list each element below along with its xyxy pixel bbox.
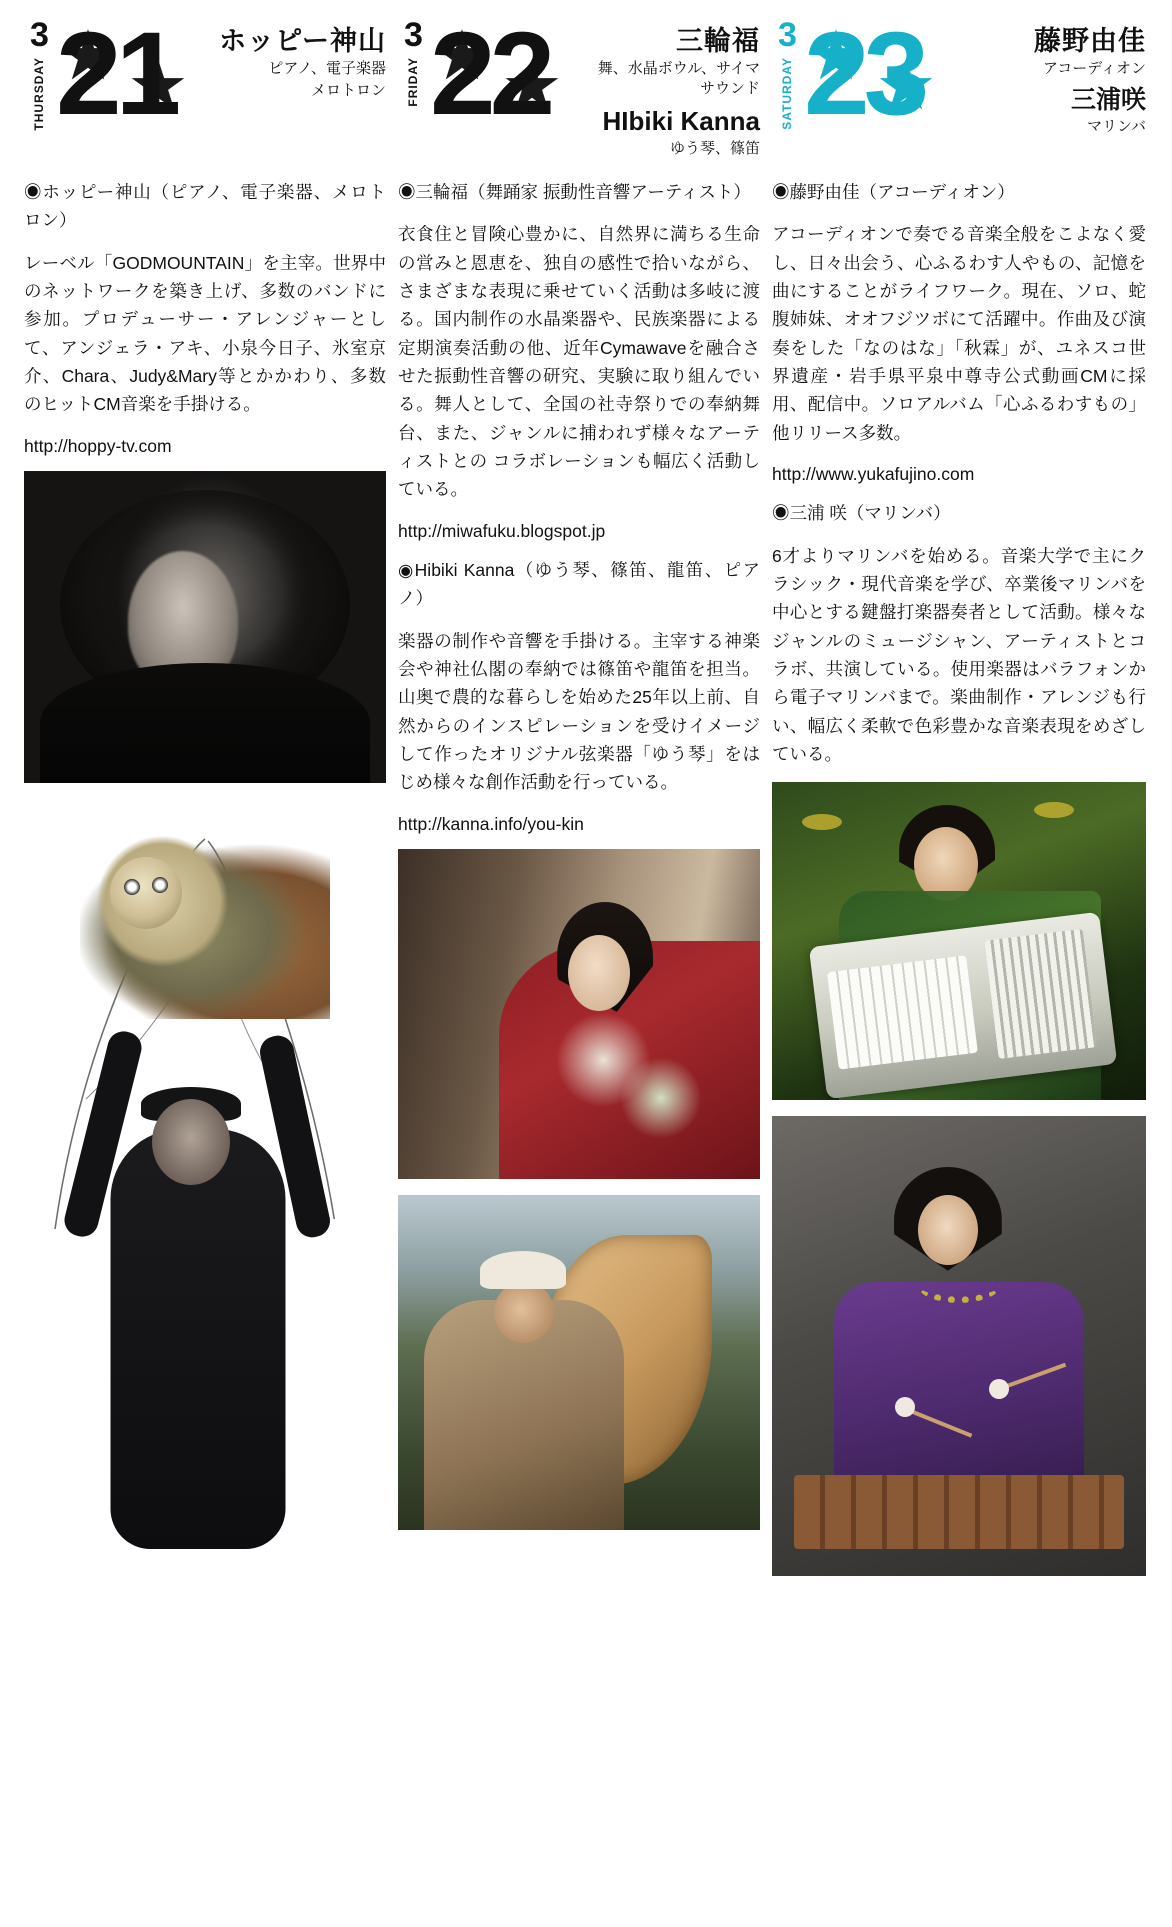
artist-bio-text-2: 楽器の制作や音響を手掛ける。主宰する神楽会や神社仏閣の奉納では篠笛や龍笛を担当。山奥で農的な暮らしを始めた25年以上前、自然からのインスピレーションを受けイメージして作ったオリジナル弦楽器「ゆう琴」をはじめ様々な創作活動を行っている。	[398, 630, 760, 793]
month-dow-group	[772, 16, 802, 130]
bio-heading-text: 三輪福（舞踊家 振動性音響アーティスト）	[415, 182, 751, 202]
artist-name-secondary: 三浦咲	[1070, 86, 1146, 115]
artist-instruments-line2: メロトロン	[310, 82, 386, 100]
artist-secondary-instruments: マリンバ	[1087, 118, 1146, 136]
artist-header	[206, 20, 386, 102]
artist-instruments-line1: 舞、水晶ボウル、サイマサウンド	[597, 60, 760, 98]
artist-name: ホッピー神山	[219, 26, 386, 56]
artist-url-2[interactable]: http://kanna.info/you-kin	[398, 813, 584, 834]
photo-miura-marimba	[772, 1116, 1146, 1576]
artist-bio-text: 衣食住と冒険心豊かに、自然界に満ちる生命の営みと恩恵を、独自の感性で拾いながら、さまざまな表現に乗せていく活動は多岐に渡る。国内制作の水晶楽器や、民族楽器による定期演奏活動の他、近年Cymawaveを融合させた振動性音響の研究、実験に取り組んでいる。舞人として、全国の社寺祭りでの奉納舞台、また、ジャンルに捕われず様々なアーティストとの コラボレーションも幅広く活動している。	[398, 224, 760, 500]
date-header-friday	[398, 0, 760, 160]
photo-detail	[826, 956, 977, 1070]
month-number: 3	[404, 16, 422, 54]
bullet-icon: ◉	[398, 560, 415, 581]
photo-detail	[914, 827, 978, 901]
column-thursday	[24, 0, 398, 1592]
photo-miwafuku-dancer	[398, 849, 760, 1179]
artist-url[interactable]: http://miwafuku.blogspot.jp	[398, 520, 606, 541]
photo-detail	[568, 935, 630, 1011]
day-of-week: SATURDAY	[780, 56, 794, 130]
photo-detail	[989, 1379, 1009, 1399]
artist-bio-heading-2	[398, 556, 760, 613]
month-number: 3	[30, 16, 48, 54]
photo-detail	[834, 1282, 1084, 1497]
artist-instruments-line1: アコーディオン	[1042, 60, 1146, 78]
photo-detail	[124, 879, 140, 895]
artist-bio-text: レーベル「GODMOUNTAIN」を主宰。世界中のネットワークを築き上げ、多数のバンドに参加。プロデューサー・アレンジャーとして、アンジェラ・アキ、小泉今日子、氷室京介、Chara、Judy&Mary等とかかわり、多数のヒットCM音楽を手掛ける。	[24, 252, 386, 415]
bio-heading-text: 三浦 咲（マリンバ）	[789, 503, 951, 524]
bio-heading-text: 藤野由佳（アコーディオン）	[789, 182, 1015, 202]
bio-heading-text: Hibiki Kanna（ゆう琴、篠笛、龍笛、ピアノ）	[398, 560, 760, 609]
month-dow-group	[398, 16, 428, 107]
photo-detail	[40, 663, 370, 783]
month-number: 3	[778, 16, 796, 54]
bio-heading-text: ホッピー神山（ピアノ、電子楽器、メロトロン）	[24, 182, 387, 231]
day-of-week: FRIDAY	[406, 56, 420, 107]
photo-kanna-yukin	[398, 1195, 760, 1530]
photo-detail	[794, 1475, 1123, 1549]
photo-detail	[110, 857, 182, 929]
artist-bio-heading	[398, 178, 760, 206]
photo-detail	[152, 1099, 230, 1185]
date-header-saturday	[772, 0, 1146, 160]
column-saturday	[772, 0, 1146, 1592]
bullet-icon: ◉	[24, 182, 43, 202]
photo-detail	[152, 877, 168, 893]
artist-url[interactable]: http://www.yukafujino.com	[772, 464, 975, 485]
day-number: 22	[430, 8, 550, 140]
photo-detail	[494, 1281, 554, 1343]
artist-bio-text: アコーディオンで奏でる音楽全般をこよなく愛し、日々出会う、心ふるわす人やもの、記憶を曲にすることがライフワーク。現在、ソロ、蛇腹姉妹、オオフジツボにて活躍中。作曲及び演奏をした「なのはな」「秋霖」が、ユネスコ世界遺産・岩手県平泉中尊寺公式動画CMに採用、配信中。ソロアルバム「心ふるわすもの」他リリース多数。	[772, 224, 1146, 443]
artist-instruments-line1: ピアノ、電子楽器	[268, 60, 386, 78]
artist-name: 三輪福	[676, 26, 760, 56]
date-block	[24, 8, 206, 140]
artist-secondary-instruments: ゆう琴、篠笛	[669, 139, 760, 157]
bullet-icon: ◉	[772, 503, 790, 524]
artist-bio-heading	[772, 178, 1146, 206]
date-block	[398, 8, 580, 140]
photo-detail	[110, 1129, 285, 1549]
photo-detail	[918, 1195, 978, 1265]
month-dow-group	[24, 16, 54, 131]
day-number: 23	[804, 8, 924, 140]
artist-header	[954, 20, 1146, 138]
photo-detail	[480, 1251, 566, 1289]
date-block	[772, 8, 954, 140]
artist-bio-heading	[24, 178, 386, 235]
photo-hoppy-portrait	[24, 471, 386, 783]
artist-name-secondary: HIbiki Kanna	[602, 105, 760, 136]
artist-name: 藤野由佳	[1034, 26, 1146, 56]
date-header-thursday	[24, 0, 386, 160]
photo-detail	[918, 1268, 1000, 1303]
column-friday	[398, 0, 772, 1592]
artist-header	[580, 20, 760, 159]
day-of-week: THURSDAY	[32, 56, 46, 131]
photo-fujino-accordion	[772, 782, 1146, 1100]
photo-puppet-performer	[24, 799, 386, 1559]
artist-bio-text-2: 6才よりマリンバを始める。音楽大学で主にクラシック・現代音楽を学び、卒業後マリンバを中心とする鍵盤打楽器奏者として活動。様々なジャンルのミュージシャン、アーティストとコラボ、共演している。使用楽器はバラフォンから電子マリンバまで。楽曲制作・アレンジも行い、幅広く柔軟で色彩豊かな音楽表現をめざしている。	[772, 545, 1146, 765]
bullet-icon: ◉	[398, 182, 416, 202]
photo-detail	[984, 929, 1097, 1059]
bullet-icon: ◉	[772, 182, 790, 202]
artist-bio-heading-2	[772, 499, 1146, 527]
artist-url[interactable]: http://hoppy-tv.com	[24, 435, 172, 456]
photo-detail	[80, 829, 330, 1019]
day-number-wrap	[56, 8, 206, 140]
day-number-wrap	[804, 8, 954, 140]
day-number-wrap	[430, 8, 580, 140]
day-number: 21	[56, 8, 176, 140]
